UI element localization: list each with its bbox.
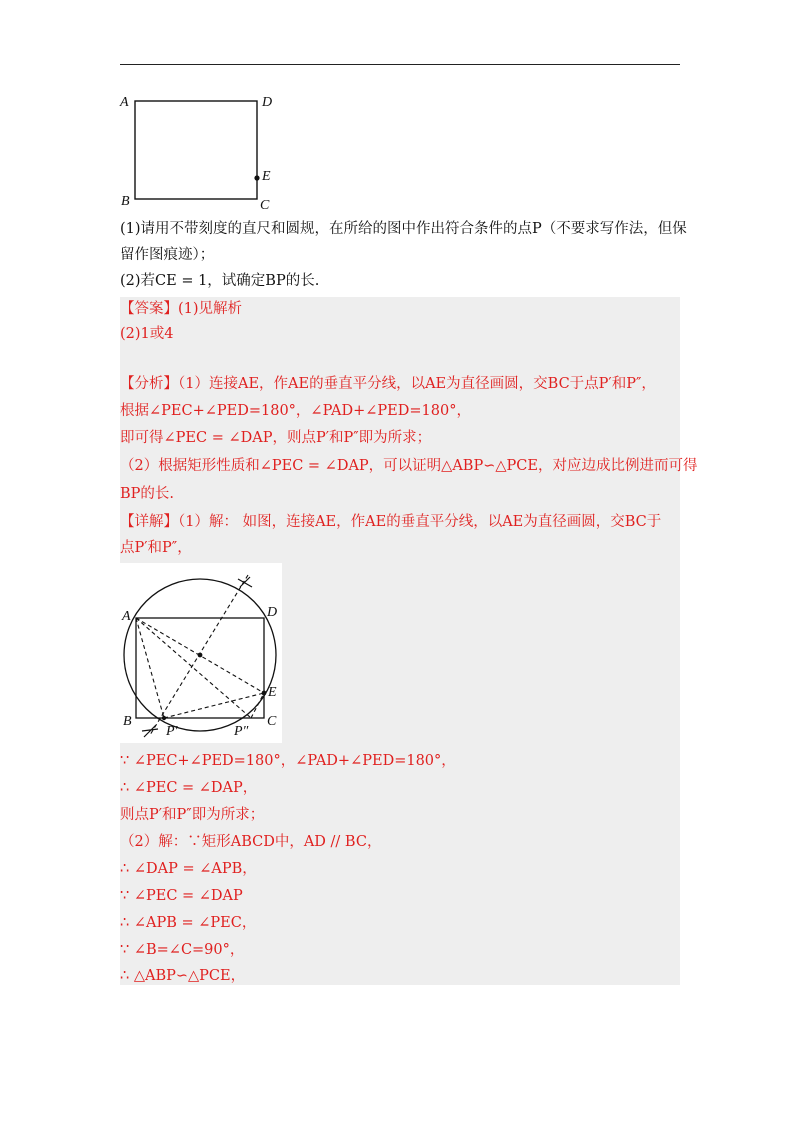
point-p1 [162,716,166,720]
header-rule [120,64,680,65]
proof-line8: ∵ ∠B=∠C=90°， [120,942,245,958]
proof-line1: ∵ ∠PEC+∠PED=180°，∠PAD+∠PED=180°， [120,753,456,769]
analysis-line2: 根据∠PEC+∠PED=180°，∠PAD+∠PED=180°， [120,403,471,419]
detail-line2: 点P′和P″， [120,540,192,556]
construction-figure [120,563,282,743]
label-p1: P′ [166,724,178,739]
question-part2: (2)若CE = 1，试确定BP的长. [120,273,320,289]
rectangle-figure [118,92,288,212]
label-c: C [260,198,270,212]
label-d-2: D [267,605,278,620]
label-b: B [121,194,130,209]
circle-center-point [198,653,203,658]
point-e-2 [262,691,267,696]
label-d: D [262,95,273,110]
label-p2: P″ [234,724,249,739]
proof-line3: 则点P′和P″即为所求； [120,807,265,823]
detail-line1: 【详解】（1）解： 如图，连接AE，作AE的垂直平分线，以AE为直径画圆，交BC于 [120,514,662,530]
label-c-2: C [267,714,277,729]
rectangle-abcd [135,101,257,199]
question-part1-line1: (1)请用不带刻度的直尺和圆规，在所给的图中作出符合条件的点P（不要求写作法，但保 [120,221,687,237]
answer-line1: 【答案】(1)见解析 [120,301,243,317]
label-a: A [120,95,129,110]
point-e [254,175,259,180]
proof-line7: ∴ ∠APB = ∠PEC， [120,915,257,931]
question-part1-line2: 留作图痕迹）； [120,247,215,263]
answer-line2: (2)1或4 [120,326,174,342]
proof-line4: （2）解：∵矩形ABCD中，AD // BC， [120,834,382,850]
analysis-line5: BP的长. [120,486,175,502]
label-b-2: B [123,714,132,729]
proof-line9: ∴ △ABP∽△PCE， [120,968,246,984]
proof-line6: ∵ ∠PEC = ∠DAP [120,888,243,904]
label-e-2: E [268,685,277,700]
label-a-2: A [122,609,131,624]
analysis-line3: 即可得∠PEC = ∠DAP，则点P′和P″即为所求； [120,430,432,446]
label-e: E [262,169,271,184]
analysis-line1: 【分析】（1）连接AE，作AE的垂直平分线，以AE为直径画圆，交BC于点P′和P″， [120,376,656,392]
proof-line5: ∴ ∠DAP = ∠APB， [120,861,257,877]
analysis-line4: （2）根据矩形性质和∠PEC = ∠DAP，可以证明△ABP∽△PCE，对应边成比例进而可得 [120,458,698,474]
proof-line2: ∴ ∠PEC = ∠DAP， [120,780,258,796]
